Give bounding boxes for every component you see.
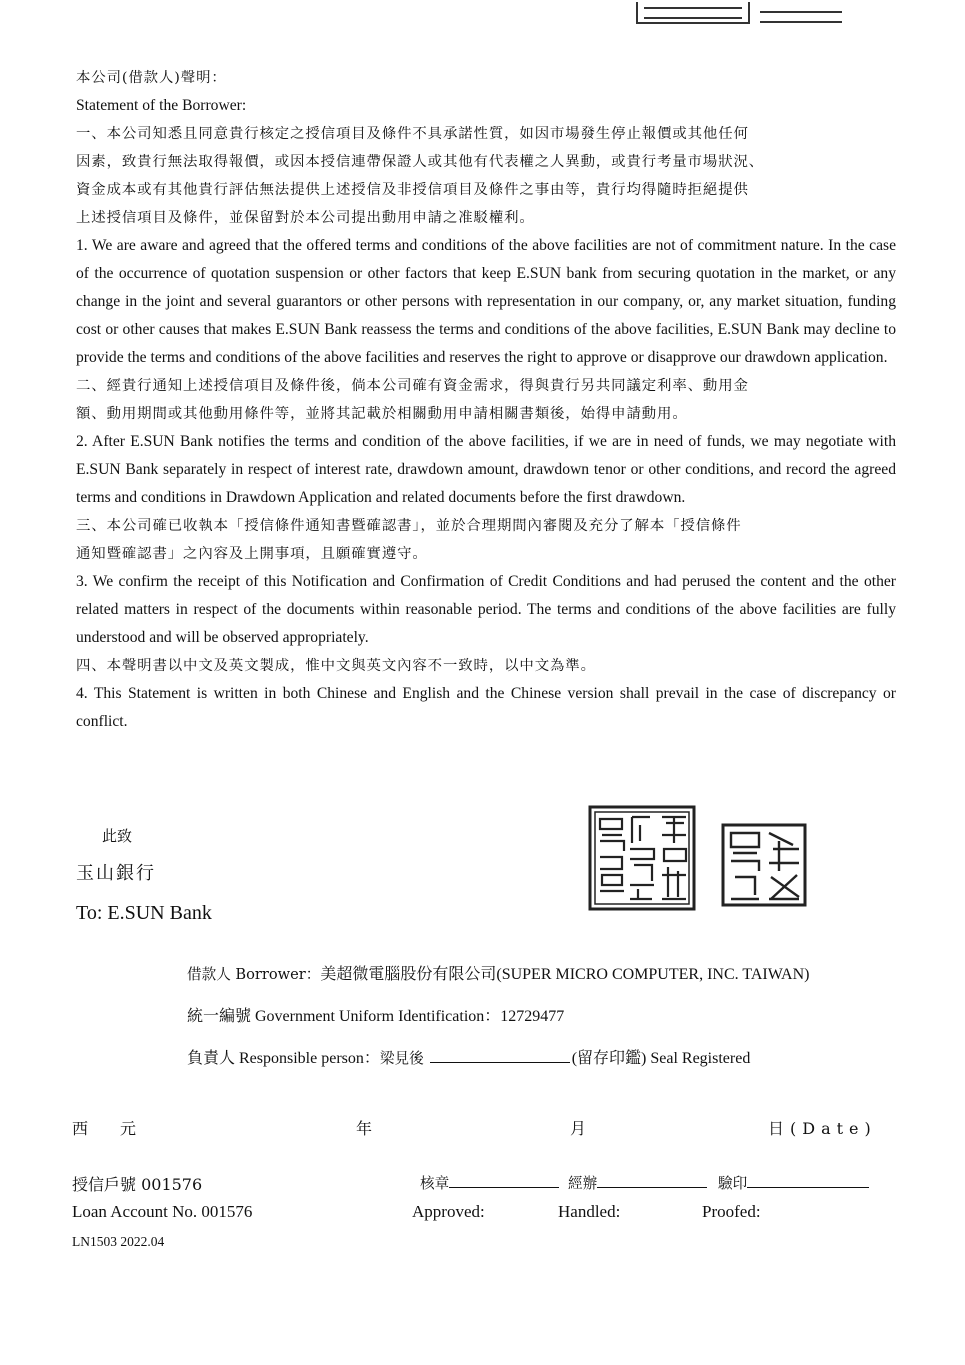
- footer-block: [72, 1172, 892, 1262]
- date-month-label: 月: [570, 1119, 587, 1138]
- gui-label: 統一編號 Government Uniform Identification：: [187, 1008, 501, 1025]
- proofed-label-zh: 驗印: [718, 1175, 748, 1192]
- signature-line: [430, 1048, 570, 1063]
- company-seal-stamp: [588, 805, 696, 911]
- clause-2-en: 2. After E.SUN Bank notifies the terms and condition of the above facilities, if we are in need of funds, we may negotiate with E.SUN Bank separately in respect of interest rate, drawdown amount, drawdown tenor or other conditions, and record the agreed terms and conditions in Drawdown Application and related documents before the first drawdown.: [76, 433, 896, 506]
- personal-seal-stamp: [721, 823, 807, 907]
- clause-2-zh-line: 額、動用期間或其他動用條件等，並將其記載於相關動用申請相關書類後，始得申請動用。: [76, 406, 688, 422]
- seal-registered-note: (留存印鑑) Seal Registered: [571, 1050, 751, 1067]
- statement-body: [76, 64, 896, 736]
- proofed-field: [718, 1172, 869, 1193]
- date-row: [72, 1116, 892, 1146]
- closing-bank-zh: 玉山銀行: [76, 863, 156, 884]
- handled-label-en: Handled:: [558, 1202, 621, 1221]
- clause-1-zh-line: 因素，致貴行無法取得報價，或因本授信連帶保證人或其他有代表權之人異動，或貴行考量市場狀況、: [76, 154, 765, 170]
- form-code: LN1503 2022.04: [72, 1234, 165, 1249]
- clause-1-zh-line: 資金成本或有其他貴行評估無法提供上述授信及非授信項目及條件之事由等，貴行均得隨時拒絕提供: [76, 182, 749, 198]
- handled-label-zh: 經辦: [568, 1175, 598, 1192]
- responsible-person-label: 負責人 Responsible person：: [187, 1050, 380, 1067]
- clause-3-zh-line: 三、本公司確已收執本「授信條件通知書暨確認書」，並於合理期間內審閱及充分了解本「授信條件: [76, 518, 742, 534]
- handled-line: [597, 1173, 707, 1188]
- approved-line: [449, 1173, 559, 1188]
- statement-heading-en: Statement of the Borrower:: [76, 97, 247, 114]
- closing-block: [76, 819, 212, 931]
- approved-label-en: Approved:: [412, 1202, 485, 1221]
- gui-row: [187, 1002, 810, 1044]
- gui-value: 12729477: [500, 1008, 565, 1025]
- proofed-label-en: Proofed:: [702, 1202, 761, 1221]
- date-day-label: 日(Date): [768, 1119, 877, 1138]
- loan-account-en: Loan Account No. 001576: [72, 1202, 253, 1221]
- responsible-person-row: [187, 1044, 810, 1086]
- date-era-char-1: 西: [72, 1119, 89, 1138]
- clause-3-en: 3. We confirm the receipt of this Notification and Confirmation of Credit Conditions and had perused the content and the other related matters in respect of the documents within reasonable period. The terms and conditions of the above facilities are fully understood and will be observed appropriately.: [76, 573, 896, 646]
- closing-bank-en: To: E.SUN Bank: [76, 902, 212, 924]
- closing-salutation: 此致: [102, 827, 133, 845]
- clause-1-zh-line: 一、本公司知悉且同意貴行核定之授信項目及條件不具承諾性質，如因市場發生停止報價或其他任何: [76, 126, 749, 142]
- clause-2-zh-line: 二、經貴行通知上述授信項目及條件後，倘本公司確有資金需求，得與貴行另共同議定利率、動用金: [76, 378, 749, 394]
- approved-label-zh: 核章: [420, 1175, 450, 1192]
- responsible-person-name: 梁見後: [379, 1050, 424, 1067]
- clause-3-zh-line: 通知暨確認書」之內容及上開事項，且願確實遵守。: [76, 546, 428, 562]
- statement-heading-zh: 本公司(借款人)聲明：: [76, 70, 227, 86]
- borrower-row: [187, 960, 810, 1002]
- borrower-label: 借款人 Borrower：: [187, 966, 321, 983]
- date-era-char-2: 元: [120, 1119, 137, 1138]
- approved-field: [420, 1172, 559, 1193]
- clause-4-zh-line: 四、本聲明書以中文及英文製成，惟中文與英文內容不一致時，以中文為準。: [76, 658, 596, 674]
- clause-4-en: 4. This Statement is written in both Chinese and English and the Chinese version shall prevail in the case of discrepancy or conflict.: [76, 685, 896, 730]
- clause-1-zh-line: 上述授信項目及條件，並保留對於本公司提出動用申請之准駁權利。: [76, 210, 535, 226]
- loan-account-zh: 授信戶號 001576: [72, 1175, 203, 1194]
- handled-field: [568, 1172, 707, 1193]
- clause-1-en: 1. We are aware and agreed that the offered terms and conditions of the above facilities are not of commitment nature. In the case of the occurrence of quotation suspension or other factors that keep E.SUN bank from securing quotation in the market, or any change in the joint and several guarantors or other persons with representation in our company, or, any market situation, funding cost or other causes that makes E.SUN Bank reassess the terms and conditions of the above facilities, E.SUN Bank may decline to provide the terms and conditions of the above facilities and reserves the right to approve or disapprove our drawdown application.: [76, 237, 896, 366]
- header-stamp-graphic-2: [760, 11, 842, 23]
- borrower-info: [187, 960, 810, 1086]
- proofed-line: [747, 1173, 869, 1188]
- header-stamp-graphic: [636, 2, 750, 24]
- borrower-name: 美超微電腦股份有限公司(SUPER MICRO COMPUTER, INC. TAIWAN): [320, 966, 810, 983]
- date-year-label: 年: [356, 1119, 373, 1138]
